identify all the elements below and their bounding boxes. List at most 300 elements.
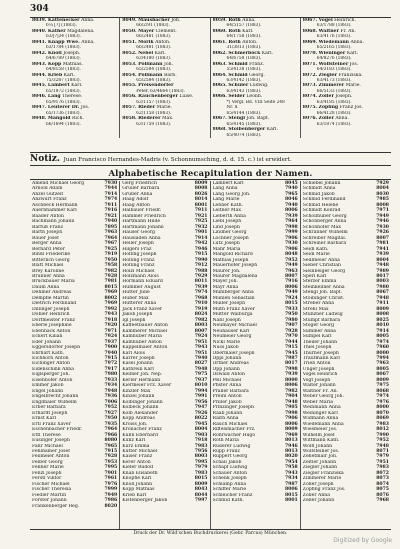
- entry-detail: 64/5157 (1883).: [226, 23, 262, 29]
- entry-number: 8072.: [302, 72, 318, 78]
- recap-name: Dietrich Ferdinand: [32, 301, 77, 307]
- entry-given-name: Karl.: [261, 50, 274, 56]
- recap-number: 7974: [376, 394, 389, 400]
- entry-name: Knoll: [47, 50, 62, 56]
- recap-number: 8046: [284, 197, 298, 203]
- recap-name: Arnold Adam: [32, 186, 63, 192]
- recap-number: 7943: [194, 345, 208, 351]
- recap-number: 7919: [104, 252, 118, 258]
- recap-number: 8007: [194, 328, 208, 334]
- recap-number: 8070: [376, 410, 389, 416]
- recap-number: 7982: [104, 268, 118, 274]
- entry-given-name: Karl.: [154, 50, 166, 56]
- recap-name: Ehrhart Kath.: [32, 350, 65, 356]
- recap-name: Eckert Kilian: [32, 334, 63, 340]
- recap-number: 8030: [376, 191, 389, 197]
- recap-number: 7934: [104, 383, 118, 389]
- recap-name: Waltner Fr. An.: [302, 388, 338, 394]
- recap-number: 7967: [104, 241, 118, 247]
- entry-given-name: Joh.: [171, 18, 181, 23]
- recap-name: Ruderer Ludwig: [212, 443, 251, 449]
- entry-detail: 65/2584 (1883).: [136, 77, 172, 83]
- recap-name: Höfling Franz: [122, 263, 155, 269]
- recap-name: Schauer Anton: [212, 470, 248, 476]
- recap-number: 7930: [376, 224, 389, 230]
- recap-name: Bindl Friederike: [32, 252, 71, 258]
- entry-detail: 65/1872 (1883).: [46, 88, 81, 94]
- recap-name: Schranner Wilhelm: [302, 230, 348, 236]
- recap-number: 8009: [284, 427, 298, 433]
- recap-number: 7944: [104, 186, 118, 192]
- recap-number: 7958: [284, 465, 298, 471]
- recap-name: Knoll Johann: [122, 481, 153, 487]
- entry-given-name: Anton.: [242, 39, 258, 45]
- recap-name: Ettl Therese: [32, 432, 61, 438]
- recap-name: Kroiss Joh.: [122, 421, 148, 427]
- recap-number: 7979: [376, 454, 389, 460]
- recap-name: Gerg Friedrich: [122, 181, 157, 186]
- recap-name: Schmid Helene: [302, 202, 339, 208]
- recap-number: 7943: [284, 470, 298, 476]
- entry-given-name: Joh.: [163, 61, 174, 67]
- recap-number: 7980: [284, 317, 298, 323]
- entry-number: 8067.: [212, 116, 227, 122]
- recap-name: Mayr Anna: [212, 284, 239, 290]
- recap-name: Summer Anna: [302, 328, 336, 334]
- entry-detail: 75/3287 (1883).: [46, 77, 81, 83]
- recap-number: 7948: [194, 366, 208, 372]
- recap-name: Mühlberger Anna: [212, 290, 254, 296]
- recap-name: Roth Maria: [212, 438, 239, 444]
- recap-name: Lang Georg Joh.: [212, 191, 251, 197]
- recap-name: Amend Michael Georg: [32, 181, 85, 186]
- entry-given-name: Magdalena.: [67, 28, 95, 34]
- recap-number: 7932: [194, 224, 208, 230]
- entry-given-name: Georg.: [249, 72, 265, 78]
- entry-given-name: Therese.: [62, 94, 83, 100]
- entry-number: 8050.: [122, 28, 137, 34]
- recap-name: Stoibinger Christ.: [302, 295, 345, 301]
- recap-name: Kasel Johann: [122, 361, 153, 367]
- recap-number: 7926: [194, 410, 208, 416]
- recap-name: Engel Johann: [32, 388, 64, 394]
- recap-name: Schiffer Marie: [212, 487, 247, 493]
- entry-detail: 65/9176 (1883).: [46, 99, 81, 105]
- recap-name: Liebl Joseph: [212, 219, 242, 225]
- recap-number: 7991: [194, 394, 208, 400]
- recap-name: Lehner Kath.: [212, 202, 243, 208]
- recap-name: Weber Georg Joh.: [302, 394, 344, 400]
- entry-given-name: Mathias.: [62, 61, 83, 67]
- recap-name: Zimmerer Marie: [302, 476, 342, 482]
- recap-number: 8017: [376, 273, 389, 279]
- recap-number: 7986: [104, 498, 118, 504]
- recap-number: 7927: [104, 410, 118, 416]
- recap-number: 7930: [284, 241, 298, 247]
- recap-number: 7970: [284, 334, 298, 340]
- google-watermark: Digitized by Google: [333, 537, 392, 544]
- recap-name: Frankenberger Reg.: [32, 503, 80, 509]
- entry-detail: 6¼ [?] (1883).: [46, 23, 77, 29]
- recap-number: 8075: [376, 487, 389, 493]
- recap-name: Preinl Anton: [212, 394, 242, 400]
- recap-name: Lochner Joseph: [212, 235, 249, 241]
- recap-number: 7995: [194, 459, 208, 465]
- entry-name: Nebel: [138, 50, 154, 56]
- entry-number: 8064.: [212, 72, 227, 78]
- recap-number: 8003: [194, 323, 208, 329]
- recap-number: 8069: [376, 416, 389, 422]
- recap-name: Erber Barbara: [32, 405, 66, 411]
- recap-number: 7937: [194, 377, 208, 383]
- recap-name: Felber Georg: [32, 459, 63, 465]
- recap-number: 8024: [194, 312, 208, 318]
- recap-name: Seidl Marie: [302, 252, 330, 258]
- recap-name: Streber Anna: [302, 301, 334, 307]
- entry-column: [120, 18, 210, 138]
- recap-number: 7990: [376, 432, 389, 438]
- entry-detail: 63/[?]34 (1883).: [46, 34, 82, 40]
- entry-detail: 66/1694 (1883).: [46, 121, 81, 127]
- recap-number: 8013: [284, 448, 298, 454]
- entry-detail: 55/4138 (1883).: [226, 67, 262, 73]
- recap-name: Anzwurt Franz: [32, 197, 67, 203]
- recap-name: Schmid Ferdinand: [302, 197, 346, 203]
- recap-number: 7989: [376, 268, 389, 274]
- recap-name: Aschbeck Hermann: [32, 202, 78, 208]
- recap-number: 7964: [104, 235, 118, 241]
- entry-name: Roth: [228, 18, 241, 23]
- recap-number: 7949: [284, 290, 298, 296]
- recap-name: Zöpfing Franz Jos.: [302, 487, 346, 493]
- recap-name: Schreiber Magdal.: [302, 235, 347, 241]
- recap-number: 7985: [376, 197, 389, 203]
- recap-number: 7928: [284, 328, 298, 334]
- recap-name: Lind Joseph: [212, 224, 240, 230]
- recap-number: 8004: [194, 427, 208, 433]
- recap-name: Krieb Karl: [122, 492, 147, 498]
- recap-number: 8067: [376, 290, 389, 296]
- recap-name: Fischer Theresia: [32, 487, 72, 493]
- recap-name: Huber Max: [122, 295, 149, 301]
- recap-number: 7963: [376, 361, 389, 367]
- recap-name: Kathrein Karl: [122, 366, 154, 372]
- recap-number: 7963: [284, 268, 298, 274]
- recap-name: Oppl Johann: [212, 356, 242, 361]
- recap-number: 7924: [194, 334, 208, 340]
- recap-number: 7994: [194, 388, 208, 394]
- entry-given-name: Ludwig.: [249, 83, 269, 89]
- recap-name: Kunz Karl: [122, 438, 146, 444]
- recap-name: Mahr Maria: [212, 246, 241, 252]
- recap-number: 7956: [194, 448, 208, 454]
- recap-number: 7998: [284, 224, 298, 230]
- recap-name: Knab Elisabeth: [122, 470, 158, 476]
- page-number: 304: [30, 4, 49, 14]
- entry-given-name: Anton.: [155, 39, 171, 45]
- recap-name: Bärfuß Franz: [32, 224, 63, 230]
- recap-name: Wölfl Johann: [302, 443, 333, 449]
- recap-number: 7975: [376, 383, 389, 389]
- recap-name: Muth Franz Xaver: [212, 306, 255, 312]
- recap-number: 7949: [376, 213, 389, 219]
- recap-number: 7974: [376, 339, 389, 345]
- recap-name: Eisenhofer Anton: [32, 377, 73, 383]
- recap-number: 8006: [284, 208, 298, 214]
- recap-number: 7940: [284, 186, 298, 192]
- recap-number: 7961: [104, 476, 118, 482]
- recap-name: Gruller Barbara: [122, 186, 160, 192]
- recap-name: Zöller Anna: [302, 492, 330, 498]
- recap-name: Daum Anna: [32, 284, 60, 290]
- recap-number: 7998: [284, 366, 298, 372]
- recap-number: 8007: [284, 273, 298, 279]
- recap-number: 7895: [104, 224, 118, 230]
- recap-number: 7924: [104, 334, 118, 340]
- recap-name: Zeller Johann: [302, 498, 335, 504]
- recap-name: Wiesmeier Jos.: [302, 427, 338, 433]
- recap-name: Dorfmeister Franz: [32, 317, 75, 323]
- entry-name: Lang: [47, 94, 61, 100]
- recap-name: Englmaier Wilhelm: [32, 399, 77, 405]
- recap-name: Hartmann Johann: [122, 224, 164, 230]
- recap-name: Kappelmaier Anton: [122, 345, 168, 351]
- entry-given-name: Joh. Bapt.: [246, 116, 270, 122]
- recap-number: 7945: [194, 421, 208, 427]
- recap-number: 7982: [284, 388, 298, 394]
- recap-name: Schlamp Anna: [212, 481, 247, 487]
- recap-number: 8008: [376, 312, 389, 318]
- divider: [30, 179, 391, 180]
- recap-name: Mathias Joseph: [212, 257, 249, 263]
- entry-given-name: Clement.: [155, 28, 177, 34]
- notiz-line: [30, 154, 391, 164]
- recap-name: Nuss Jakob: [212, 345, 239, 351]
- recap-name: Schleicher Franz: [212, 492, 253, 498]
- recap-number: 7983: [376, 421, 389, 427]
- recap-name: Lieberth Anna: [212, 213, 246, 219]
- recap-number: 7928: [104, 273, 118, 279]
- recap-number: 8001: [194, 202, 208, 208]
- recap-number: 7911: [104, 202, 118, 208]
- recap-name: Lambert Karl: [212, 181, 244, 186]
- entry-name: Rieder: [138, 105, 156, 111]
- entry-detail: 66/2/91 (1883).: [136, 23, 170, 29]
- recap-row: [122, 498, 207, 503]
- recap-column: [120, 181, 210, 529]
- recap-number: 7969: [104, 290, 118, 296]
- recap-number: 8004: [376, 257, 389, 263]
- recap-name: Emmer Jakob: [32, 383, 64, 389]
- recap-name: Unger Joseph: [302, 366, 335, 372]
- recap-number: 8001: [284, 498, 298, 504]
- recap-name: Fehlhamer Josef: [32, 448, 70, 454]
- entry-given-name: Heinrich.: [334, 18, 356, 23]
- entry-given-name: Karl.: [346, 50, 359, 56]
- recap-name: Bauer Josef: [32, 235, 59, 241]
- recap-number: 7939: [376, 252, 389, 258]
- recap-number: 7907: [284, 323, 298, 329]
- recap-number: 7929: [194, 273, 208, 279]
- recap-number: 7963: [104, 230, 118, 236]
- recap-number: 8003: [376, 279, 389, 285]
- recap-name: Karrer Joseph: [122, 356, 155, 361]
- recap-number: 7939: [194, 284, 208, 290]
- recap-number: 7946: [376, 219, 389, 225]
- entry-number: 8074.: [302, 94, 318, 100]
- recap-number: 7983: [194, 443, 208, 449]
- recap-number: 7950: [284, 312, 298, 318]
- recap-number: 8073: [376, 476, 389, 482]
- recap-number: 7952: [376, 438, 389, 444]
- recap-name: Trieb Anton: [302, 361, 331, 367]
- recap-number: 7918: [104, 317, 118, 323]
- entry-name: Stengl: [228, 116, 246, 122]
- recap-name: Vogt Joseph: [302, 377, 331, 383]
- recap-number: 7980: [376, 284, 389, 290]
- entry-number: 8040.: [32, 28, 47, 34]
- recap-number: 8015: [194, 476, 208, 482]
- entry-number: 8073.: [302, 83, 318, 89]
- recap-index: [30, 181, 391, 529]
- entry-name: Morik: [138, 39, 154, 45]
- recap-number: 7976: [104, 481, 118, 487]
- recap-number: 7930: [104, 181, 118, 186]
- recap-number: 7983: [194, 470, 208, 476]
- entry-number: 8067.: [302, 18, 318, 23]
- recap-name: Hutter Julie: [122, 290, 150, 296]
- recap-name: Igl Joseph: [122, 317, 146, 323]
- recap-name: Kiefer Rudolf: [122, 465, 154, 471]
- recap-number: 7965: [104, 443, 118, 449]
- recap-name: Mangold Richard: [212, 252, 253, 258]
- recap-number: 8015: [284, 492, 298, 498]
- entry-detail: 63/4185 (1883).: [316, 99, 352, 105]
- recap-number: 7953: [104, 459, 118, 465]
- recap-number: 7940: [104, 350, 118, 356]
- recap-name: Ziegler Franziska: [302, 470, 344, 476]
- recap-number: 7921: [194, 213, 208, 219]
- recap-name: Haag Adolf: [122, 197, 149, 203]
- recap-number: 8012: [376, 427, 389, 433]
- recap-name: Mutter Walburga: [212, 312, 253, 318]
- recap-name: Raith Anna: [212, 416, 239, 422]
- recap-number: 7951: [194, 339, 208, 345]
- recap-number: 7941: [376, 246, 389, 252]
- recap-name: Kolbinger Johann: [122, 399, 163, 405]
- entry-number: 8047.: [32, 105, 47, 111]
- recap-number: 7906: [284, 235, 298, 241]
- entry-detail: 66/4128 (1883).: [316, 110, 352, 116]
- entry-detail: 65/4074 (1883).: [226, 132, 262, 138]
- entry-number: 8059.: [212, 18, 227, 23]
- recap-name: Eder Johann: [32, 339, 61, 345]
- entry-number: 8052.: [122, 50, 137, 56]
- entry-number: 8049.: [122, 18, 137, 23]
- divider: [30, 165, 391, 166]
- recap-name: Ertl Franz Xaver: [32, 421, 71, 427]
- entry-number: 8068.: [302, 28, 318, 34]
- recap-number: 7901: [194, 230, 208, 236]
- recap-number: 7904: [284, 394, 298, 400]
- recap-name: Höfling Joseph: [122, 252, 157, 258]
- recap-number: 7999: [104, 487, 118, 493]
- recap-number: 8000: [376, 350, 389, 356]
- recap-name: Steinkellner Anna: [302, 284, 345, 290]
- recap-number: 7988: [194, 268, 208, 274]
- recap-number: 8076: [376, 492, 389, 498]
- recap-name: Lutz Joseph: [212, 241, 240, 247]
- recap-number: 8006: [284, 284, 298, 290]
- recap-name: Hörmann Eduard: [122, 279, 163, 285]
- entry-given-name: Joseph.: [335, 94, 353, 100]
- recap-number: 7971: [104, 328, 118, 334]
- entry-name: Waltner: [318, 28, 339, 34]
- entry-given-name: Anna.: [81, 39, 95, 45]
- recap-number: 7958: [104, 263, 118, 269]
- recap-number: 7968: [194, 295, 208, 301]
- recap-number: 7942: [194, 241, 208, 247]
- recap-name: Dillinger Joseph: [32, 306, 70, 312]
- entry-name: Zöller: [318, 116, 334, 122]
- recap-name: Bruckbauer Maria: [32, 279, 75, 285]
- recap-name: Weinmann Anna: [302, 405, 341, 411]
- recap-name: Hölzl Michael: [122, 268, 155, 274]
- recap-name: Haag Anton: [122, 202, 150, 208]
- recap-name: Walter Johann: [302, 383, 336, 389]
- entry-given-name: Leonh.: [246, 94, 263, 100]
- recap-number: 7914: [194, 235, 208, 241]
- recap-name: Hammer Friedrich: [122, 213, 166, 219]
- recap-number: 7925: [104, 246, 118, 252]
- recap-number: 8004: [376, 186, 389, 192]
- entry-given-name: Joseph.: [63, 50, 81, 56]
- recap-number: 7948: [376, 263, 389, 269]
- recap-number: 7982: [194, 317, 208, 323]
- entry-number: 8056.: [122, 94, 137, 100]
- entry-name: Wiedemann: [318, 39, 350, 45]
- recap-number: 7918: [194, 438, 208, 444]
- recap-number: 8007: [376, 235, 389, 241]
- recap-number: 7948: [284, 399, 298, 405]
- recap-name: Vogel Heinrich: [302, 372, 338, 378]
- entry-number: 8053.: [122, 61, 137, 67]
- recap-name: Neumayer Michael: [212, 323, 257, 329]
- entry-number: 8043.: [32, 61, 47, 67]
- recap-number: 7952: [284, 257, 298, 263]
- recap-column: [301, 181, 391, 529]
- recap-number: 8015: [284, 301, 298, 307]
- recap-number: 7915: [194, 252, 208, 258]
- recap-heading: Alphabetische Recapitulation der Namen.: [108, 168, 313, 178]
- recap-number: 7910: [194, 301, 208, 307]
- entry-given-name: Marie.: [156, 105, 172, 111]
- recap-number: 8074: [376, 481, 389, 487]
- recap-number: 7995: [104, 465, 118, 471]
- recap-number: 7917: [104, 366, 118, 372]
- recap-name: Dempfle Martin: [32, 295, 69, 301]
- entry-number: 8055.: [122, 83, 137, 89]
- recap-name: Hartmann Hilde: [122, 219, 161, 225]
- recap-number: 7968: [376, 498, 389, 504]
- recap-number: 7976: [376, 399, 389, 405]
- recap-name: Auernhammer Karl: [32, 208, 77, 214]
- entry-name: Kather: [47, 28, 66, 34]
- recap-number: 7949: [284, 263, 298, 269]
- recap-name: Fahr Michael: [32, 443, 63, 449]
- recap-name: Seidl Kath.: [302, 246, 329, 252]
- recap-name: Schapf Ludwig: [212, 465, 248, 471]
